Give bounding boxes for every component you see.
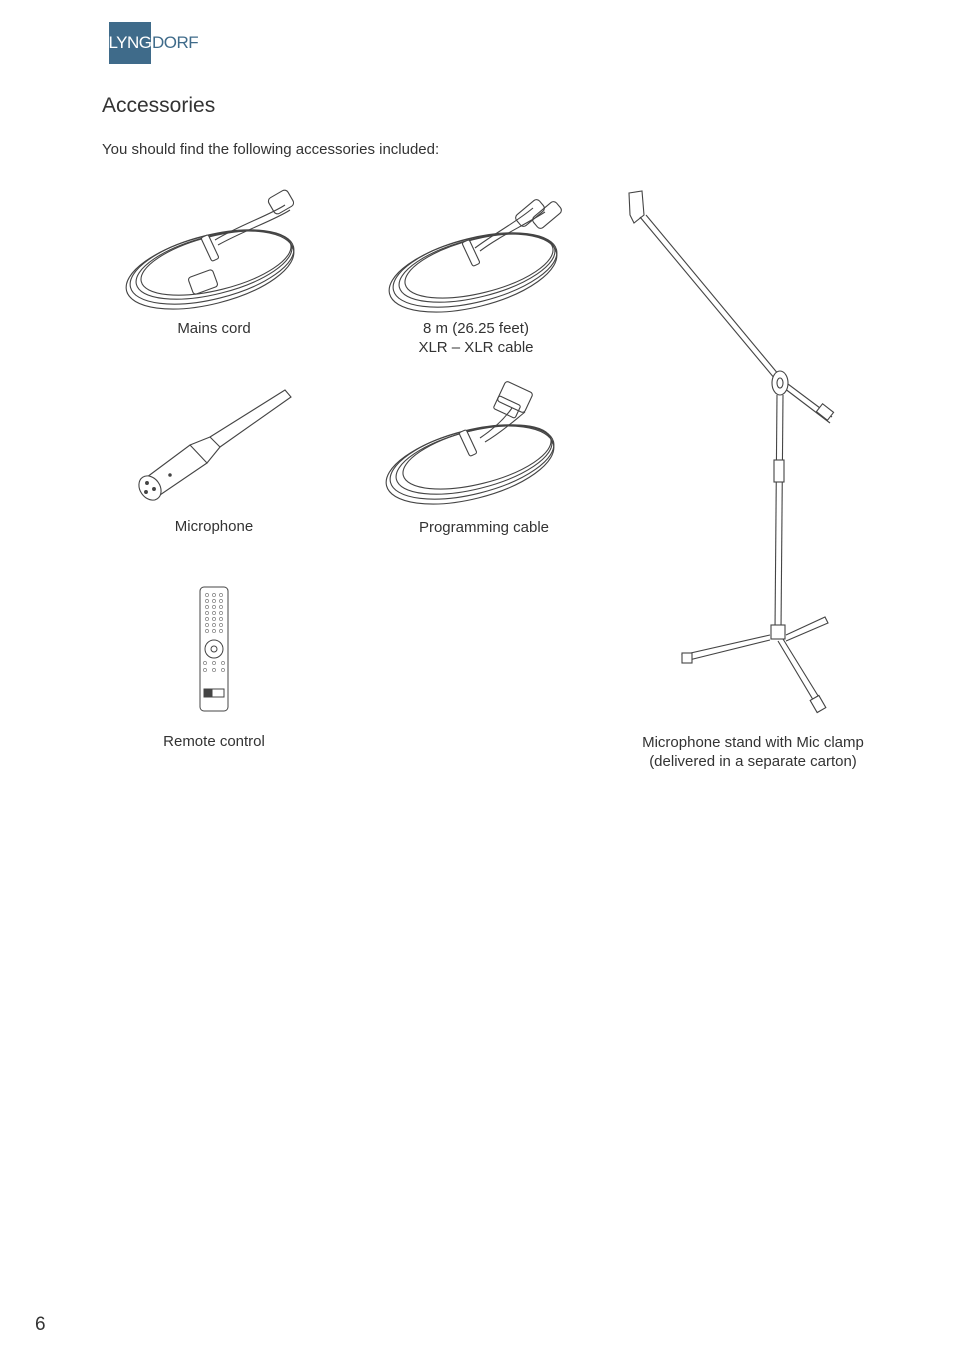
page-number: 6	[35, 1314, 46, 1335]
xlr-cable-illustration	[385, 188, 570, 313]
xlr-cable-label-line1: 8 m (26.25 feet)	[423, 320, 529, 337]
microphone-stand-label-line1: Microphone stand with Mic clamp	[642, 734, 864, 751]
mains-cord-label: Mains cord	[177, 320, 251, 337]
mains-cord-caption	[134, 319, 294, 338]
programming-cable-caption	[394, 518, 574, 537]
programming-cable-label: Programming cable	[418, 519, 550, 536]
brand-logo	[109, 22, 198, 64]
remote-control-caption	[134, 732, 294, 751]
microphone-illustration	[135, 385, 300, 505]
microphone-stand-label-line2: (delivered in a separate carton)	[649, 753, 857, 770]
microphone-caption	[134, 517, 294, 536]
intro-text: You should find the following accessories included:	[102, 141, 440, 158]
microphone-label: Microphone	[174, 518, 254, 535]
page-title: Accessories	[102, 94, 216, 117]
xlr-cable-label-line2: XLR – XLR cable	[418, 339, 534, 356]
remote-control-illustration	[196, 585, 232, 715]
microphone-stand-illustration	[620, 185, 840, 725]
programming-cable-illustration	[380, 380, 565, 505]
mains-cord-illustration	[120, 185, 305, 310]
remote-control-label: Remote control	[163, 733, 265, 750]
microphone-stand-caption	[612, 733, 894, 771]
logo-mark: LYNG	[109, 22, 151, 64]
xlr-cable-caption	[386, 319, 566, 357]
logo-wordmark: DORF	[152, 33, 199, 52]
